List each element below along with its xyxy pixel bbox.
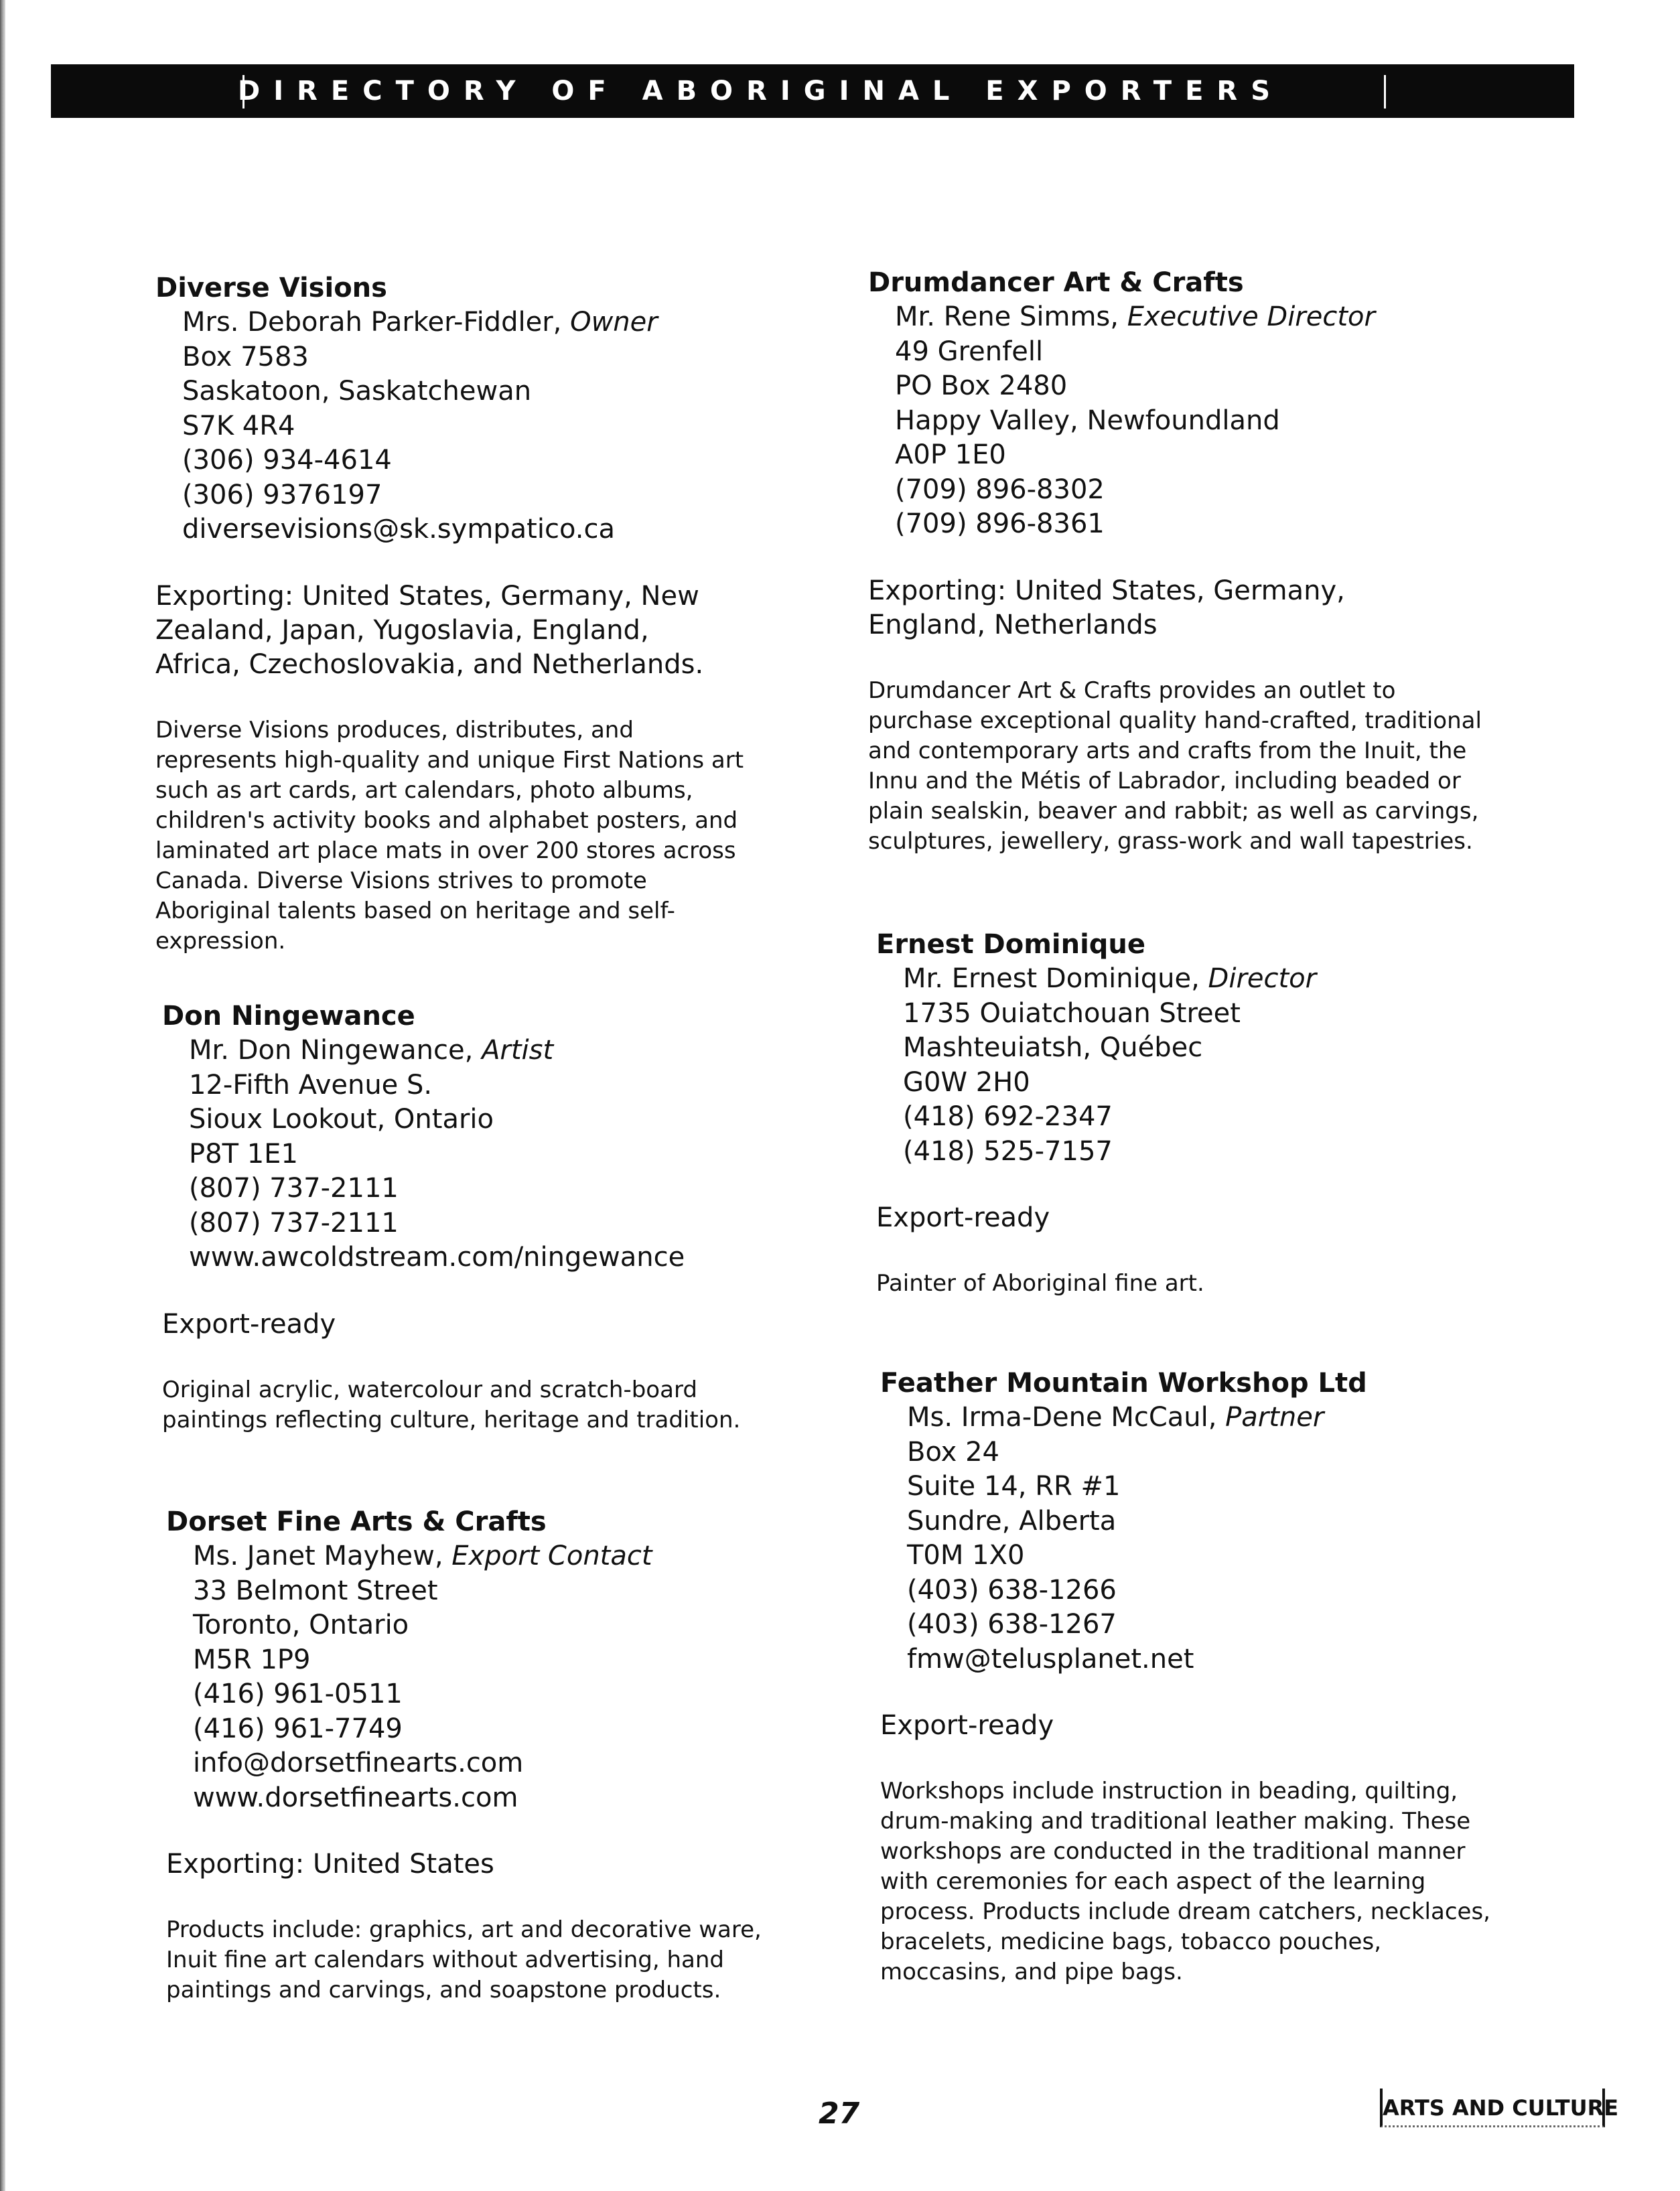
export-status: Exporting: United States, Germany, England, Netherlands — [868, 575, 1345, 640]
contact-name: Mrs. Deborah Parker-Fiddler, — [182, 307, 562, 338]
address-line: 1735 Ouiatchouan Street — [903, 997, 1241, 1029]
contact-line — [189, 1034, 819, 1068]
contact-details — [166, 1539, 823, 1815]
address-line: Box 7583 — [182, 341, 309, 372]
phone-number: (306) 934-4614 — [182, 445, 392, 476]
company-name: Drumdancer Art & Crafts — [868, 267, 1244, 298]
address-line: Saskatoon, Saskatchewan — [182, 376, 532, 407]
contact-line — [907, 1401, 1537, 1435]
fax-number: (418) 525-7157 — [903, 1135, 1113, 1167]
page-edge-shadow — [0, 0, 5, 2191]
fax-number: (403) 638-1267 — [907, 1609, 1117, 1640]
directory-entry-diverse-visions — [155, 271, 812, 957]
contact-title: Artist — [482, 1035, 554, 1066]
postal-code: G0W 2H0 — [903, 1066, 1030, 1098]
email-address: fmw@telusplanet.net — [907, 1643, 1194, 1675]
contact-details — [876, 962, 1533, 1169]
address-line: 12-Fifth Avenue S. — [189, 1069, 433, 1101]
postal-code: S7K 4R4 — [182, 410, 295, 441]
export-status: Exporting: United States, Germany, New Zealand, Japan, Yugoslavia, England, Africa, Czechoslovakia, and Netherlands. — [155, 580, 704, 680]
company-name: Feather Mountain Workshop Ltd — [880, 1368, 1367, 1399]
postal-code: T0M 1X0 — [907, 1540, 1025, 1571]
phone-number: (416) 961-0511 — [193, 1679, 403, 1709]
contact-name: Mr. Don Ningewance, — [189, 1035, 474, 1066]
postal-code: A0P 1E0 — [895, 439, 1006, 470]
phone-number: (709) 896-8302 — [895, 474, 1105, 505]
contact-details — [868, 300, 1525, 542]
email-address: diversevisions@sk.sympatico.ca — [182, 514, 615, 545]
address-line: Sioux Lookout, Ontario — [189, 1104, 494, 1135]
address-line: 49 Grenfell — [895, 336, 1044, 367]
contact-title: Director — [1208, 963, 1317, 994]
address-line: PO Box 2480 — [895, 370, 1068, 401]
directory-entry-drumdancer — [868, 265, 1525, 857]
export-status: Export-ready — [876, 1202, 1050, 1233]
directory-entry-ernest-dominique — [876, 927, 1533, 1299]
directory-entry-dorset-fine-arts — [166, 1504, 823, 2005]
contact-details — [880, 1401, 1537, 1677]
company-description: Products include: graphics, art and decorative ware, Inuit fine art calendars without advertising, hand paintings and carvings, and soapstone products. — [166, 1916, 762, 2003]
contact-line — [903, 962, 1533, 997]
address-line: 33 Belmont Street — [193, 1575, 438, 1606]
contact-name: Ms. Janet Mayhew, — [193, 1541, 443, 1571]
address-line: Box 24 — [907, 1436, 999, 1468]
page-header-title: DIRECTORY OF ABORIGINAL EXPORTERS — [238, 76, 1284, 107]
company-description: Diverse Visions produces, distributes, and represents high-quality and unique First Nations art such as art cards, art calendars, photo albums, children's activity books and alphabet posters, and laminated art place mats in over 200 stores across Canada. Diverse Visions strives to promote Aboriginal talents based on heritage and self-expression. — [155, 716, 744, 955]
address-line: Happy Valley, Newfoundland — [895, 405, 1280, 436]
fax-number: (306) 9376197 — [182, 479, 382, 510]
contact-details — [155, 305, 812, 547]
export-status: Export-ready — [880, 1710, 1054, 1741]
postal-code: M5R 1P9 — [193, 1644, 311, 1675]
contact-title: Export Contact — [451, 1541, 652, 1571]
contact-title: Partner — [1225, 1402, 1324, 1433]
address-line: Suite 14, RR #1 — [907, 1471, 1121, 1502]
company-description: Drumdancer Art & Crafts provides an outlet to purchase exceptional quality hand-crafted, traditional and contemporary arts and crafts from the Inuit, the Innu and the Métis of Labrador, including beaded or plain sealskin, beaver and rabbit; as well as carvings, sculptures, jewellery, grass-work and wall tapestries. — [868, 677, 1482, 855]
contact-name: Mr. Ernest Dominique, — [903, 963, 1200, 994]
export-status: Exporting: United States — [166, 1849, 494, 1880]
export-status: Export-ready — [162, 1308, 336, 1340]
contact-title: Owner — [570, 307, 658, 338]
contact-details — [162, 1034, 819, 1275]
postal-code: P8T 1E1 — [189, 1138, 298, 1170]
company-name: Dorset Fine Arts & Crafts — [166, 1506, 547, 1537]
section-label: ARTS AND CULTURE — [1380, 2089, 1605, 2127]
contact-name: Ms. Irma-Dene McCaul, — [907, 1402, 1217, 1433]
company-description: Workshops include instruction in beading, quilting, drum-making and traditional leather making. These workshops are conducted in the traditional manner with ceremonies for each aspect of the learning process. Products include dream catchers, necklaces, bracelets, medicine bags, tobacco pouches, moccasins, and pipe bags. — [880, 1778, 1490, 1985]
directory-entry-don-ningewance — [162, 999, 819, 1435]
address-line: Sundre, Alberta — [907, 1505, 1117, 1537]
directory-entry-feather-mountain — [880, 1366, 1537, 1987]
page-number: 27 — [819, 2097, 860, 2131]
contact-line — [182, 305, 812, 340]
website-url: www.dorsetfinearts.com — [193, 1782, 518, 1813]
email-address: info@dorsetfinearts.com — [193, 1748, 524, 1778]
company-name: Ernest Dominique — [876, 929, 1146, 960]
contact-name: Mr. Rene Simms, — [895, 301, 1119, 332]
contact-title: Executive Director — [1127, 301, 1375, 332]
company-name: Don Ningewance — [162, 1001, 415, 1032]
address-line: Toronto, Ontario — [193, 1610, 409, 1640]
company-description: Painter of Aboriginal fine art. — [876, 1270, 1204, 1297]
contact-line — [895, 300, 1525, 335]
company-description: Original acrylic, watercolour and scratch-board paintings reflecting culture, heritage and tradition. — [162, 1376, 741, 1433]
contact-line — [193, 1539, 823, 1574]
header-rule-right — [1384, 75, 1386, 109]
fax-number: (709) 896-8361 — [895, 508, 1105, 539]
phone-number: (807) 737-2111 — [189, 1173, 399, 1204]
company-name: Diverse Visions — [155, 273, 387, 303]
address-line: Mashteuiatsh, Québec — [903, 1032, 1203, 1063]
phone-number: (418) 692-2347 — [903, 1101, 1113, 1132]
fax-number: (416) 961-7749 — [193, 1713, 403, 1744]
phone-number: (403) 638-1266 — [907, 1574, 1117, 1606]
fax-number: (807) 737-2111 — [189, 1207, 399, 1239]
website-url: www.awcoldstream.com/ningewance — [189, 1242, 685, 1273]
